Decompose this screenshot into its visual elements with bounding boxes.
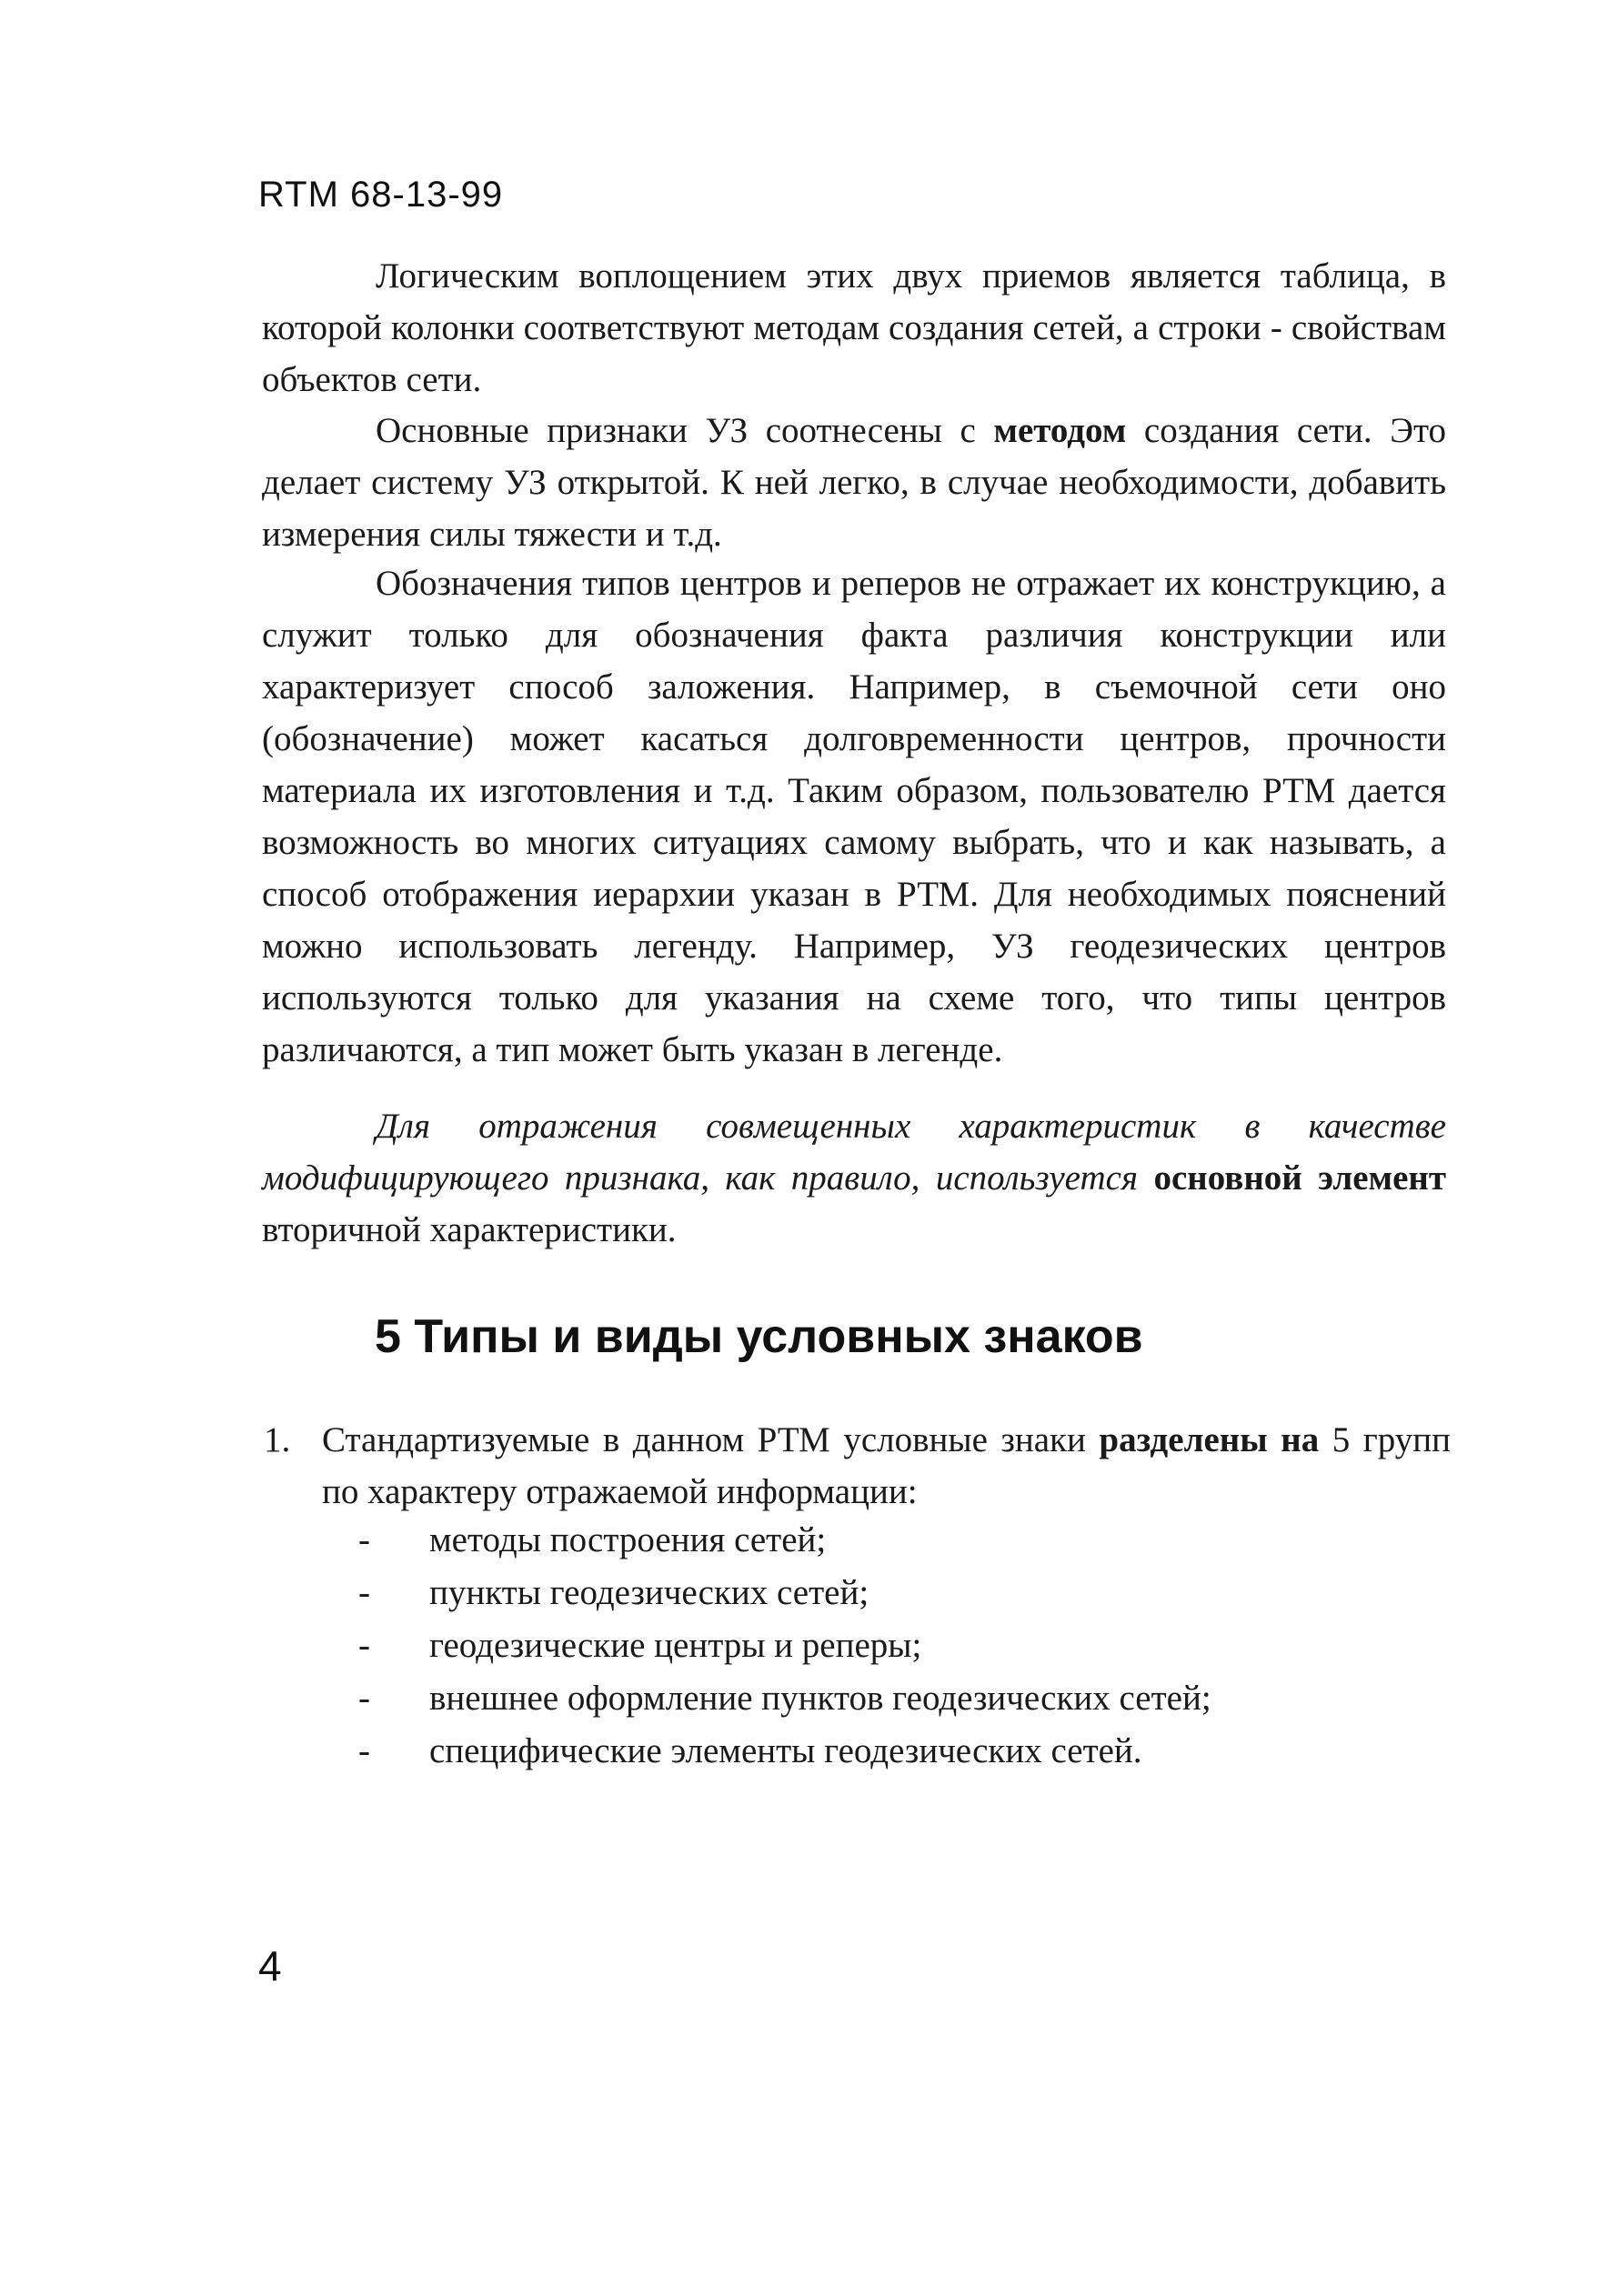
list-item: - пункты геодезических сетей; [358, 1567, 1211, 1619]
list-item: - специфические элементы геодезических сетей. [358, 1725, 1211, 1778]
group-list [358, 1514, 1211, 1778]
dash-marker: - [358, 1679, 370, 1718]
page-number: 4 [258, 1942, 282, 1990]
item-text: Стандартизуемые в данном РТМ условные знаки разделены на 5 групп по характеру отражаемой информации: [322, 1420, 1451, 1511]
dash-marker: - [358, 1731, 370, 1770]
dash-marker: - [358, 1520, 370, 1559]
dash-marker: - [358, 1626, 370, 1665]
paragraph-2 [262, 405, 1446, 560]
list-item: - внешнее оформление пунктов геодезических сетей; [358, 1672, 1211, 1725]
paragraph-4-italic: Для отражения совмещенных характеристик в качестве модифицирующего признака, как правило, используется [262, 1107, 1446, 1198]
list-item: - методы построения сетей; [358, 1514, 1211, 1567]
paragraph-1 [262, 250, 1446, 406]
document-code: RTM 68-13-99 [258, 175, 504, 215]
dash-marker: - [358, 1573, 370, 1612]
paragraph-3-text: Обозначения типов центров и реперов не отражает их конструкцию, а служит только для обозначения факта различия конструкции или характеризует способ заложения. Например, в съемочной сети оно (обозначение) может касаться долговременности центров, прочности материала их изготовления и т.д. Таким образом, пользователю РТМ дается возможность во многих ситуациях самому выбрать, что и как называть, а способ отображения иерархии указан в РТМ. Для необходимых пояснений можно использовать легенду. Например, УЗ геодезических центров используются только для указания на схеме того, что типы центров различаются, а тип может быть указан в легенде. [262, 564, 1446, 1069]
paragraph-2-text-start: Основные признаки УЗ соотнесены с [376, 411, 994, 450]
paragraph-2-bold: методом [993, 411, 1127, 450]
paragraph-2-text-end: создания сети. Это делает систему УЗ открытой. К ней легко, в случае необходимости, добавить измерения силы тяжести и т.д. [262, 411, 1446, 554]
paragraph-1-text: Логическим воплощением этих двух приемов является таблица, в которой колонки соответствуют методам создания сетей, а строки - свойствам объектов сети. [262, 256, 1446, 399]
list-item: - геодезические центры и реперы; [358, 1619, 1211, 1672]
item-number: 1. [264, 1420, 291, 1459]
paragraph-4-bold: основной элемент [1153, 1158, 1447, 1198]
paragraph-3 [262, 557, 1446, 1076]
numbered-item-1 [264, 1414, 1451, 1518]
item-text-bold: разделены на [1099, 1420, 1320, 1459]
paragraph-4 [262, 1100, 1446, 1256]
paragraph-4-text-end: вторичной характеристики. [262, 1210, 677, 1249]
section-heading: 5 Типы и виды условных знаков [375, 1310, 1143, 1363]
